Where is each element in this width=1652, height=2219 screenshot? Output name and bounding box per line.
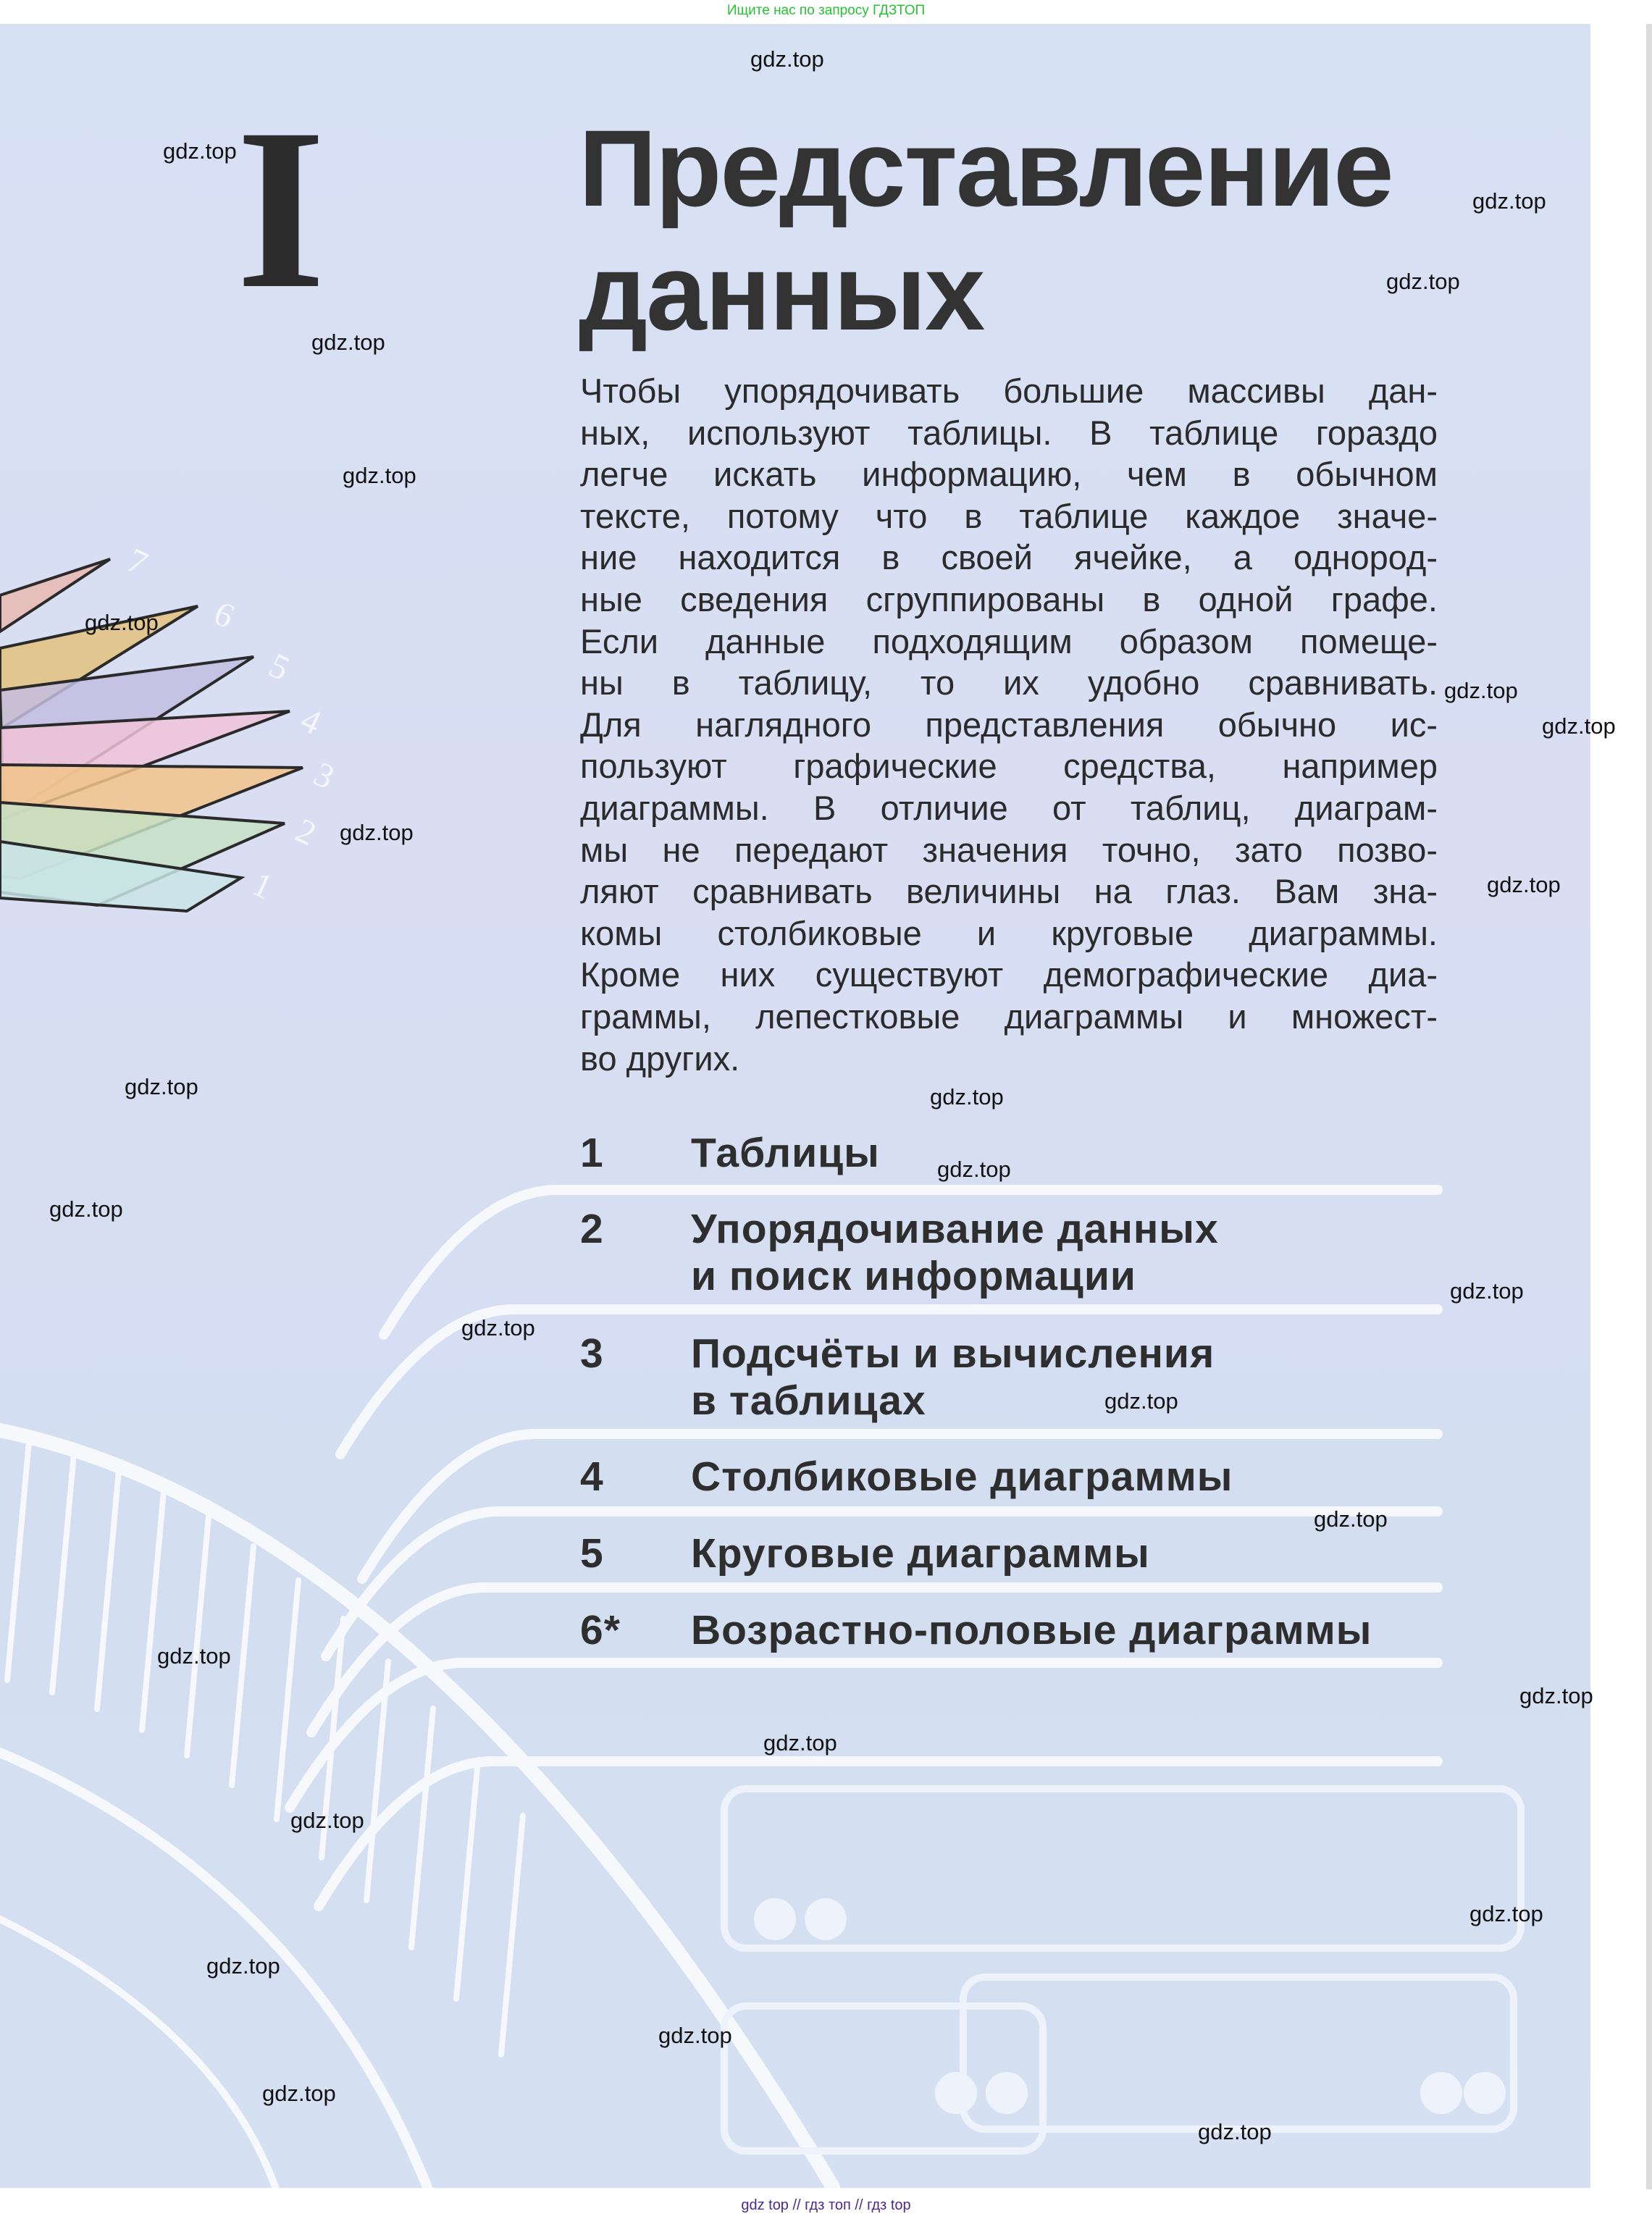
toc-item-number[interactable]: 2	[580, 1206, 604, 1252]
intro-line: Чтобы упорядочивать большие массивы дан-	[580, 372, 1438, 410]
intro-line: диаграммы. В отличие от таблиц, диаграм-	[580, 788, 1438, 827]
train-wheel	[758, 1902, 792, 1937]
fan-label: 6	[208, 593, 240, 637]
watermark: gdz.top	[658, 2023, 732, 2048]
watermark: gdz.top	[1472, 188, 1546, 214]
watermark: gdz.top	[1444, 678, 1518, 703]
textbook-page	[0, 24, 1590, 2188]
watermark: gdz.top	[1104, 1388, 1178, 1414]
toc-item-number[interactable]: 5	[580, 1530, 604, 1577]
bottom-banner: gdz top // гдз топ // гдз top	[741, 2197, 911, 2213]
chapter-title-line: данных	[579, 231, 984, 353]
intro-line: ны в таблицу, то их удобно сравнивать.	[580, 663, 1438, 702]
watermark: gdz.top	[1314, 1506, 1388, 1532]
watermark: gdz.top	[1469, 1901, 1543, 1926]
watermark: gdz.top	[311, 330, 385, 355]
train-wheel	[1424, 2076, 1459, 2110]
intro-line: граммы, лепестковые диаграммы и множест-	[580, 997, 1438, 1036]
intro-paragraph	[580, 370, 1438, 1079]
fan-label: 1	[246, 864, 279, 907]
intro-line: тексте, потому что в таблице каждое значе-	[580, 496, 1438, 535]
intro-line: ные сведения сгруппированы в одной графе.	[580, 579, 1438, 618]
intro-line: пользуют графические средства, например	[580, 747, 1438, 786]
track-line	[97, 1470, 119, 1709]
toc-item-number[interactable]: 4	[580, 1454, 604, 1500]
watermark: gdz.top	[1487, 872, 1561, 897]
watermark: gdz.top	[49, 1196, 123, 1222]
toc-item-number[interactable]: 3	[580, 1330, 604, 1377]
intro-line: легче искать информацию, чем в обычном	[580, 455, 1438, 494]
track-line	[7, 1441, 29, 1680]
toc-item-title[interactable]: Упорядочивание данных	[691, 1206, 1219, 1252]
top-banner: Ищите нас по запросу ГДЗТОП	[726, 3, 926, 18]
intro-line: во других.	[580, 1039, 740, 1078]
watermark: gdz.top	[206, 1953, 280, 1979]
toc-item-title[interactable]: Столбиковые диаграммы	[691, 1454, 1233, 1500]
watermark: gdz.top	[340, 820, 414, 845]
watermark: gdz.top	[750, 46, 824, 72]
toc-item-title[interactable]: Подсчёты и вычисления	[691, 1330, 1215, 1377]
watermark: gdz.top	[290, 1808, 364, 1833]
train-wheel	[989, 2076, 1024, 2110]
toc-item-title[interactable]: Таблицы	[691, 1130, 880, 1176]
watermark: gdz.top	[163, 138, 237, 164]
fan-label: 3	[308, 754, 340, 797]
watermark: gdz.top	[937, 1157, 1011, 1182]
watermark: gdz.top	[125, 1074, 198, 1099]
fan-illustration	[0, 541, 340, 911]
track-line	[501, 1816, 523, 2055]
intro-line: ных, используют таблицы. В таблице гораздо	[580, 413, 1438, 452]
intro-line: Для наглядного представления обычно ис-	[580, 705, 1438, 744]
watermark: gdz.top	[1450, 1278, 1524, 1304]
toc-item-number[interactable]: 6*	[580, 1607, 621, 1653]
intro-line: Кроме них существуют демографические диа-	[580, 955, 1438, 994]
intro-line: ляют сравнивать величины на глаз. Вам зна-	[580, 872, 1438, 911]
watermark: gdz.top	[157, 1643, 231, 1669]
watermark: gdz.top	[930, 1084, 1004, 1110]
watermark: gdz.top	[262, 2081, 336, 2106]
watermark: gdz.top	[1519, 1683, 1593, 1708]
watermark: gdz.top	[1542, 713, 1616, 739]
watermark: gdz.top	[1386, 269, 1460, 294]
intro-line: ние находится в своей ячейке, а однород-	[580, 538, 1438, 577]
track-line	[52, 1454, 74, 1692]
toc-item-title[interactable]: и поиск информации	[691, 1253, 1136, 1299]
chapter-number: I	[236, 81, 326, 336]
track-line	[319, 1761, 1438, 1906]
track-line	[142, 1491, 164, 1730]
intro-line: комы столбиковые и круговые диаграммы.	[580, 913, 1438, 952]
fan-label: 2	[290, 810, 322, 854]
scrollbar[interactable]	[1646, 24, 1652, 2189]
train-wheel	[1467, 2076, 1502, 2110]
track-line	[187, 1517, 209, 1756]
track-line	[277, 1580, 298, 1819]
toc-item-title[interactable]: Круговые диаграммы	[691, 1530, 1150, 1577]
watermark: gdz.top	[763, 1730, 837, 1756]
train-wheel	[939, 2076, 973, 2110]
train-wheel	[808, 1902, 843, 1937]
track-line	[411, 1708, 433, 1947]
intro-line: мы не передают значения точно, зато позво-	[580, 830, 1438, 869]
toc-item-number[interactable]: 1	[580, 1130, 604, 1176]
intro-line: Если данные подходящим образом помеще-	[580, 621, 1438, 660]
fan-label: 5	[263, 645, 295, 689]
fan-label: 4	[295, 700, 327, 743]
fan-label: 7	[121, 540, 154, 584]
train-illustration	[724, 1789, 1521, 2151]
toc-item-title[interactable]: в таблицах	[691, 1377, 926, 1424]
watermark: gdz.top	[85, 610, 159, 635]
watermark: gdz.top	[461, 1315, 535, 1341]
watermark: gdz.top	[343, 463, 416, 488]
track-line	[456, 1760, 478, 1999]
chapter-title-line: Представление	[579, 107, 1393, 229]
toc-item-title[interactable]: Возрастно-половые диаграммы	[691, 1607, 1372, 1653]
watermark: gdz.top	[1198, 2119, 1272, 2144]
track-line	[232, 1546, 253, 1785]
